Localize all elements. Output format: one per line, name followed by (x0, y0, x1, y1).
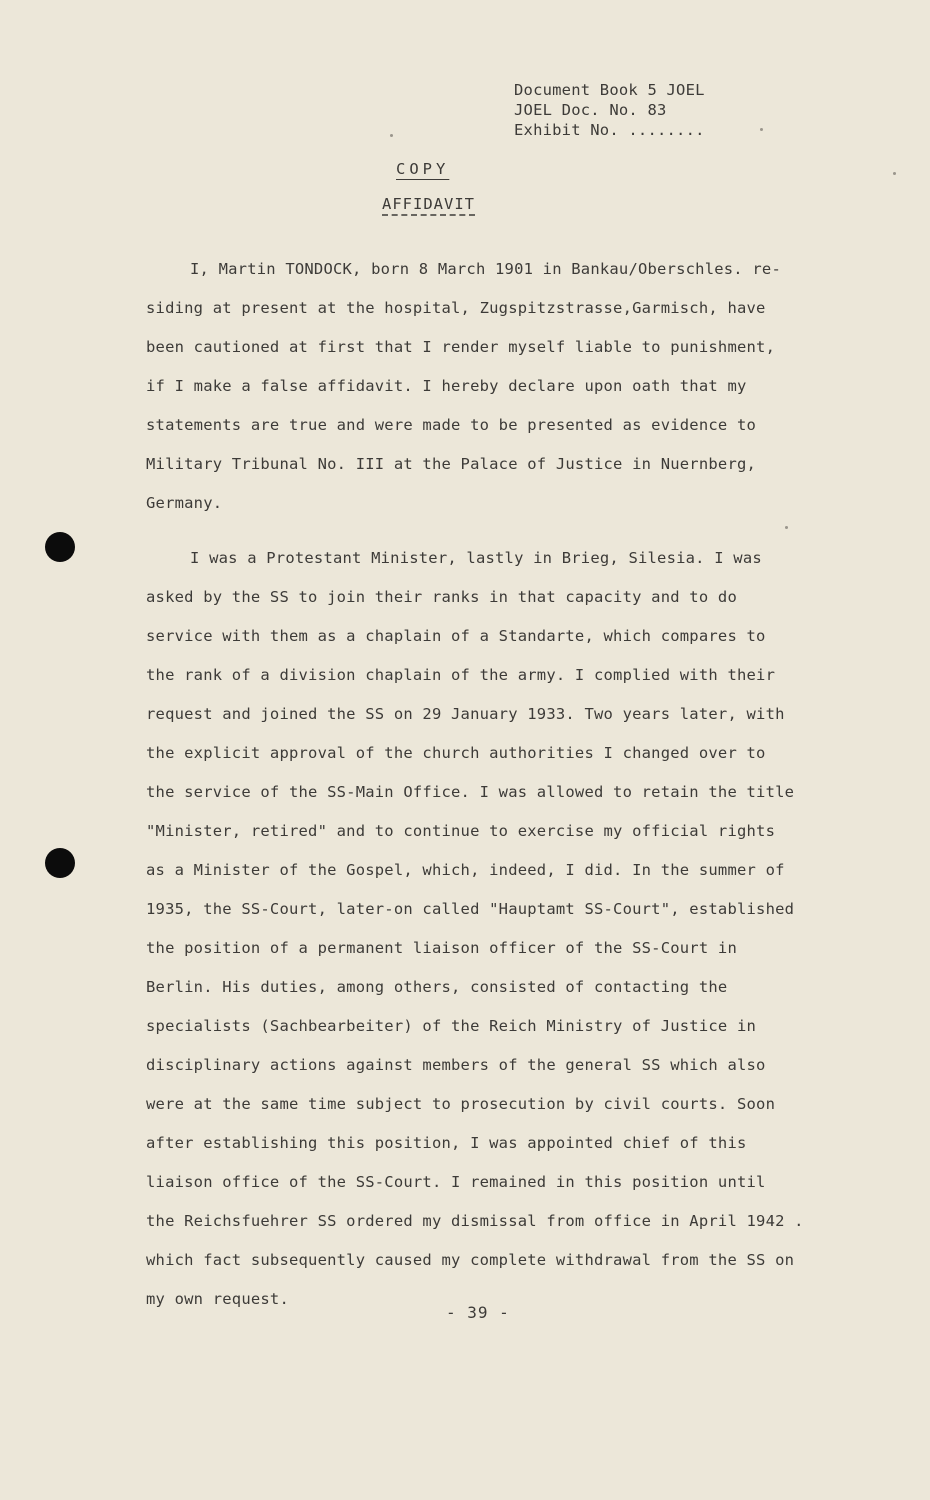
text-line: I was a Protestant Minister, lastly in Brieg, Silesia. I was (190, 549, 762, 567)
text-line: if I make a false affidavit. I hereby declare upon oath that my (146, 377, 747, 395)
text-line: as a Minister of the Gospel, which, indeed, I did. In the summer of (146, 861, 785, 879)
document-book-line: Document Book 5 JOEL (514, 81, 705, 99)
paragraph-2 (146, 539, 806, 1319)
text-line: the explicit approval of the church authorities I changed over to (146, 744, 766, 762)
text-line: been cautioned at first that I render myself liable to punishment, (146, 338, 776, 356)
text-line: my own request. (146, 1290, 289, 1308)
text-line: Berlin. His duties, among others, consisted of contacting the (146, 978, 728, 996)
text-line: which fact subsequently caused my complete withdrawal from the SS on (146, 1251, 795, 1269)
copy-title: COPY (396, 160, 450, 178)
text-line: asked by the SS to join their ranks in that capacity and to do (146, 588, 737, 606)
paper-speck (893, 172, 896, 175)
text-line: specialists (Sachbearbeiter) of the Reich Ministry of Justice in (146, 1017, 757, 1035)
paper-speck (785, 526, 788, 529)
text-line: the rank of a division chaplain of the army. I complied with their (146, 666, 776, 684)
document-reference (514, 80, 705, 140)
text-line: siding at present at the hospital, Zugspitzstrasse,Garmisch, have (146, 299, 766, 317)
text-line: statements are true and were made to be presented as evidence to (146, 416, 757, 434)
text-line: were at the same time subject to prosecution by civil courts. Soon (146, 1095, 776, 1113)
text-line: the service of the SS-Main Office. I was allowed to retain the title (146, 783, 795, 801)
paper-speck (390, 134, 393, 137)
document-number-line: JOEL Doc. No. 83 (514, 101, 667, 119)
text-line: request and joined the SS on 29 January 1933. Two years later, with (146, 705, 785, 723)
text-line: disciplinary actions against members of the general SS which also (146, 1056, 766, 1074)
paragraph-1 (146, 250, 806, 523)
text-line: liaison office of the SS-Court. I remained in this position until (146, 1173, 766, 1191)
exhibit-number-line: Exhibit No. ........ (514, 121, 705, 139)
text-line: "Minister, retired" and to continue to exercise my official rights (146, 822, 776, 840)
text-line: 1935, the SS-Court, later-on called "Hauptamt SS-Court", established (146, 900, 795, 918)
punch-hole (45, 532, 75, 562)
text-line: the Reichsfuehrer SS ordered my dismissal from office in April 1942 . (146, 1212, 804, 1230)
text-line: I, Martin TONDOCK, born 8 March 1901 in Bankau/Oberschles. re- (190, 260, 781, 278)
text-line: Germany. (146, 494, 223, 512)
paper-speck (760, 128, 763, 131)
text-line: Military Tribunal No. III at the Palace of Justice in Nuernberg, (146, 455, 757, 473)
affidavit-title: AFFIDAVIT (382, 195, 475, 213)
text-line: service with them as a chaplain of a Standarte, which compares to (146, 627, 766, 645)
punch-hole (45, 848, 75, 878)
page-number: - 39 - (446, 1303, 510, 1322)
text-line: the position of a permanent liaison officer of the SS-Court in (146, 939, 737, 957)
text-line: after establishing this position, I was appointed chief of this (146, 1134, 747, 1152)
